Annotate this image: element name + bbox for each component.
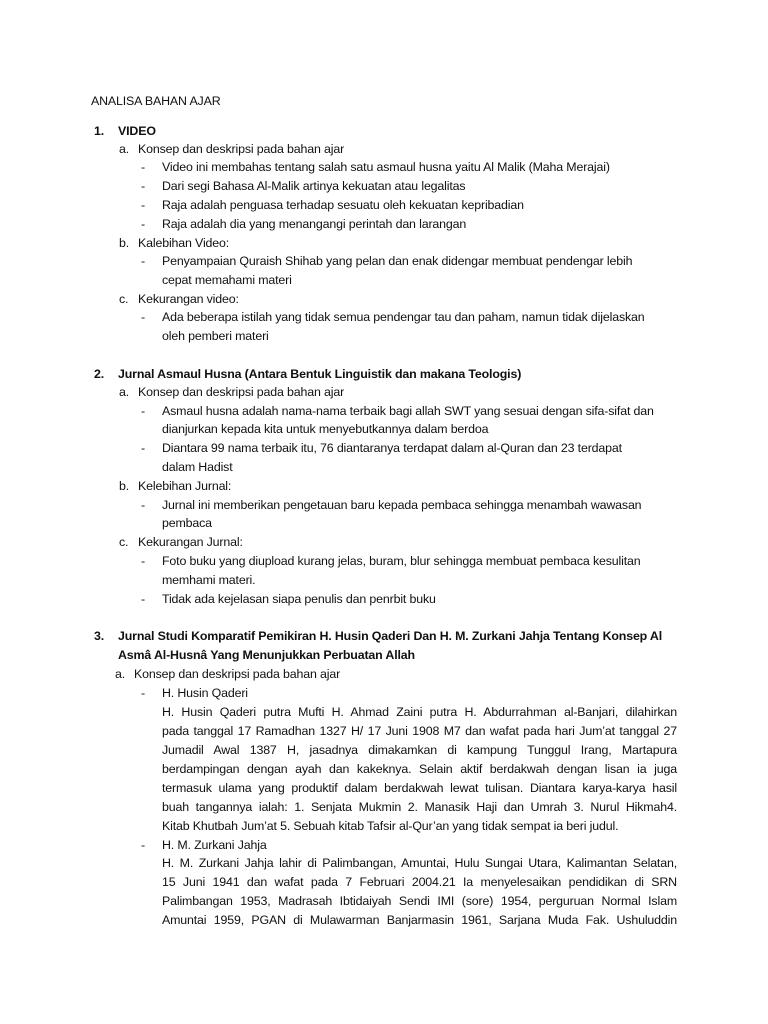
dash-bullet: - <box>141 404 145 418</box>
person-2-bio-line: Amuntai 1959, PGAN di Mulawarman Banjarmasin 1961, Sarjana Muda Fak. Ushuluddin <box>162 913 677 927</box>
section-3-number: 3. <box>94 629 105 643</box>
section-1-c-item-line: oleh pemberi materi <box>162 329 269 343</box>
person-2-name: H. M. Zurkani Jahja <box>162 838 267 852</box>
person-1-bio-line: buah tangannya ialah: 1. Senjata Mukmin 2. Manasik Haji dan Umrah 3. Nurul Hikmah4. <box>162 800 677 814</box>
section-1-b-item-line: cepat memahami materi <box>162 273 292 287</box>
dash-bullet: - <box>141 198 145 212</box>
section-3-heading-line: Jurnal Studi Komparatif Pemikiran H. Husin Qaderi Dan H. M. Zurkani Jahja Tentang Konsep Al <box>118 629 663 643</box>
person-1-bio-line: H. Husin Qaderi putra Mufti H. Ahmad Zaini putra H. Abdurrahman al-Banjari, dilahirkan <box>162 705 677 719</box>
section-2-c-item-line: Foto buku yang diupload kurang jelas, buram, blur sehingga membuat pembaca kesulitan <box>162 554 641 568</box>
section-2-heading: Jurnal Asmaul Husna (Antara Bentuk Linguistik dan makana Teologis) <box>118 367 522 381</box>
section-1-a-item: Raja adalah penguasa terhadap sesuatu oleh kekuatan kepribadian <box>162 198 524 212</box>
dash-bullet: - <box>141 498 145 512</box>
section-1-c-item-line: Ada beberapa istilah yang tidak semua pendengar tau dan paham, namun tidak dijelaskan <box>162 310 645 324</box>
person-1-name: H. Husin Qaderi <box>162 686 248 700</box>
section-2-b-marker: b. <box>119 479 130 493</box>
dash-bullet: - <box>141 686 145 700</box>
section-1-number: 1. <box>94 124 105 138</box>
dash-bullet: - <box>141 592 145 606</box>
section-1-a-item: Raja adalah dia yang menangangi perintah dan larangan <box>162 217 467 231</box>
dash-bullet: - <box>141 160 145 174</box>
dash-bullet: - <box>141 217 145 231</box>
section-1-a-item: Dari segi Bahasa Al-Malik artinya kekuatan atau legalitas <box>162 179 466 193</box>
section-2-b-item-line: pembaca <box>162 516 212 530</box>
document-title: ANALISA BAHAN AJAR <box>91 94 221 108</box>
section-2-c-item-line: memhami materi. <box>162 573 256 587</box>
person-1-bio-line: berdampingan dengan ayah dan kakeknya. Selain aktif berdakwah dengan lisan ia juga <box>162 762 677 776</box>
section-1-a-item: Video ini membahas tentang salah satu asmaul husna yaitu Al Malik (Maha Merajai) <box>162 160 610 174</box>
section-1-a-label: Konsep dan deskripsi pada bahan ajar <box>138 142 345 156</box>
section-3-a-marker: a. <box>115 667 126 681</box>
dash-bullet: - <box>141 310 145 324</box>
section-2-a-item-line: Diantara 99 nama terbaik itu, 76 diantaranya terdapat dalam al-Quran dan 23 terdapat <box>162 441 622 455</box>
section-1-b-label: Kalebihan Video: <box>138 236 230 250</box>
section-2-c-label: Kekurangan Jurnal: <box>138 535 243 549</box>
section-2-a-item-line: dalam Hadist <box>162 460 233 474</box>
section-2-a-label: Konsep dan deskripsi pada bahan ajar <box>138 385 345 399</box>
section-1-b-marker: b. <box>119 236 130 250</box>
section-2-a-item-line: dianjurkan kepada kita untuk menyebutkannya dalam berdoa <box>162 422 489 436</box>
person-1-bio-line: Jumadil Awal 1387 H, jasadnya dimakamkan di kampung Tunggul Irang, Martapura <box>162 743 677 757</box>
section-3-heading-line: Asmâ Al-Husnâ Yang Menunjukkan Perbuatan Allah <box>118 648 415 662</box>
section-3-a-label: Konsep dan deskripsi pada bahan ajar <box>134 667 341 681</box>
person-1-bio-line: Kitab Khutbah Jum’at 5. Sebuah kitab Tafsir al-Qur’an yang tidak sempat ia beri judul. <box>162 819 619 833</box>
person-1-bio-line: pada tanggal 17 Ramadhan 1327 H/ 17 Juni 1908 M7 dan wafat pada hari Jum’at tanggal 27 <box>162 724 677 738</box>
dash-bullet: - <box>141 838 145 852</box>
section-1-heading: VIDEO <box>118 124 156 138</box>
section-1-c-label: Kekurangan video: <box>138 292 239 306</box>
section-2-a-item-line: Asmaul husna adalah nama-nama terbaik bagi allah SWT yang sesuai dengan sifa-sifat dan <box>162 404 654 418</box>
dash-bullet: - <box>141 179 145 193</box>
person-1-bio-line: termasuk ulama yang produktif dalam berdakwah lewat tulisan. Diantara karya-karya hasil <box>162 781 677 795</box>
section-1-b-item-line: Penyampaian Quraish Shihab yang pelan dan enak didengar membuat pendengar lebih <box>162 254 633 268</box>
person-2-bio-line: Palimbangan 1953, Madrasah Ibtidaiyah Sendi IMI (sore) 1954, perguruan Normal Islam <box>162 894 677 908</box>
dash-bullet: - <box>141 554 145 568</box>
section-2-b-label: Kelebihan Jurnal: <box>138 479 232 493</box>
section-2-c-item: Tidak ada kejelasan siapa penulis dan penrbit buku <box>162 592 436 606</box>
section-1-c-marker: c. <box>119 292 129 306</box>
dash-bullet: - <box>141 254 145 268</box>
section-1-a-marker: a. <box>119 142 130 156</box>
section-2-number: 2. <box>94 367 105 381</box>
person-2-bio-line: 15 Juni 1941 dan wafat pada 7 Februari 2004.21 Ia menyelesaikan pendidikan di SRN <box>162 875 677 889</box>
dash-bullet: - <box>141 441 145 455</box>
person-2-bio-line: H. M. Zurkani Jahja lahir di Palimbangan, Amuntai, Hulu Sungai Utara, Kalimantan Selatan, <box>162 856 677 870</box>
section-2-b-item-line: Jurnal ini memberikan pengetauan baru kepada pembaca sehingga menambah wawasan <box>162 498 642 512</box>
section-2-c-marker: c. <box>119 535 129 549</box>
section-2-a-marker: a. <box>119 385 130 399</box>
